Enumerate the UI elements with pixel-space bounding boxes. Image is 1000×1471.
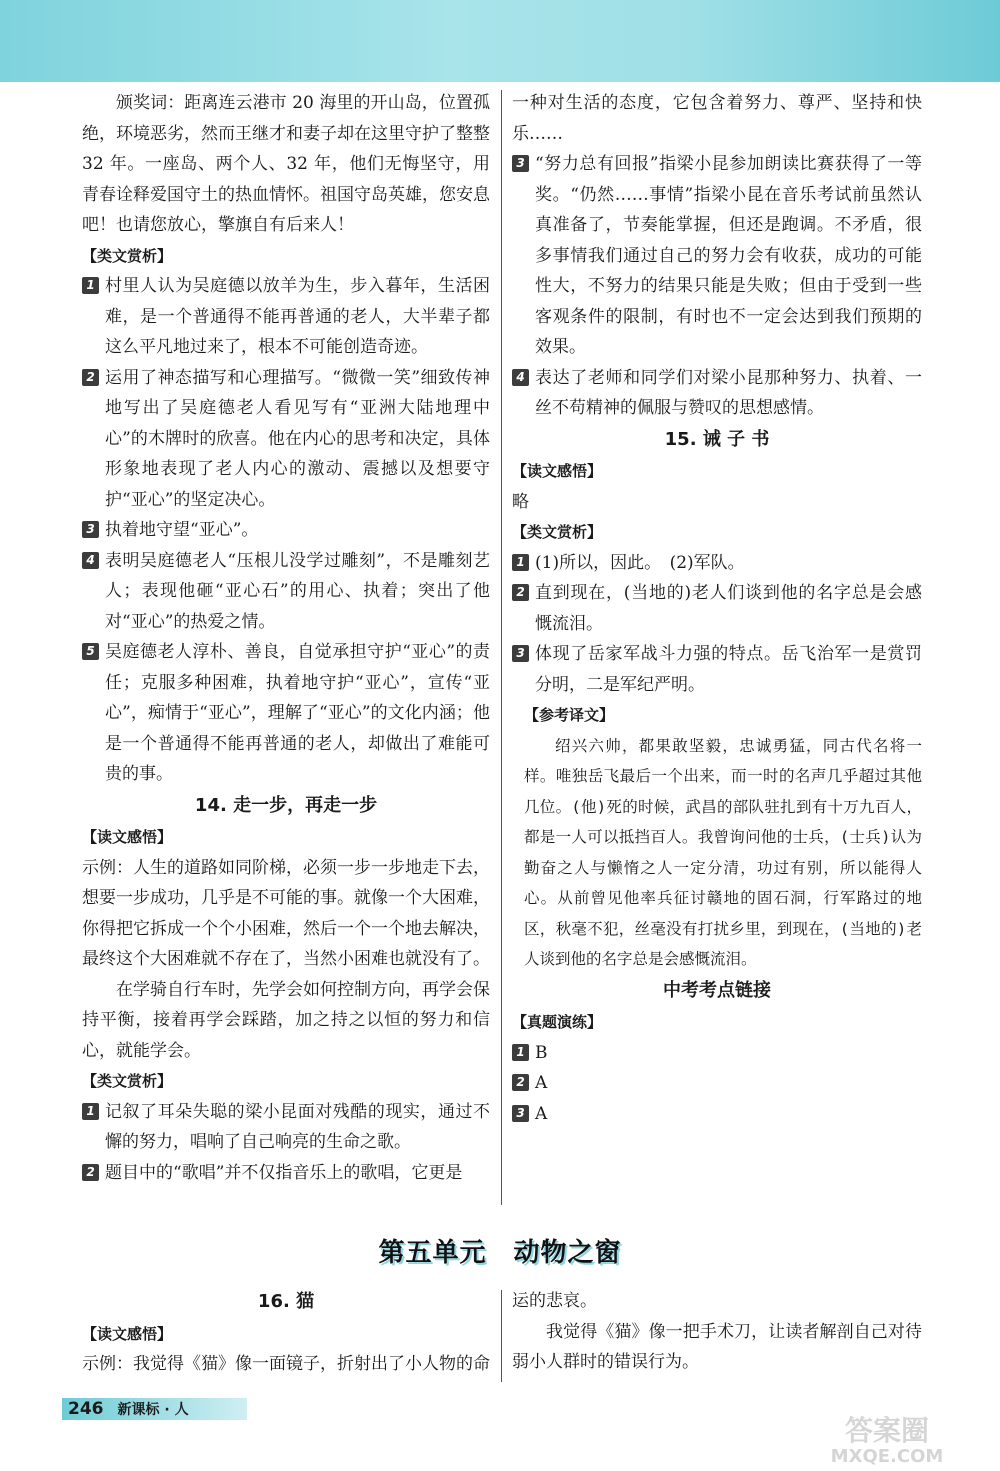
numbered-item [82, 637, 490, 790]
bottom-right-column [512, 1286, 922, 1378]
item-number-badge: 2 [512, 584, 529, 601]
column-divider-bottom [501, 1290, 502, 1382]
item-number-badge: 2 [82, 369, 99, 386]
item-text: 运用了神态描写和心理描写。“微微一笑”细致传神地写出了吴庭德老人看见写有“亚洲大陆地理中心”的木牌时的欣喜。他在内心的思考和决定，具体形象地表现了老人内心的激动、震撼以及想要守护“亚心”的坚定决心。 [105, 367, 490, 510]
item-number-badge: 5 [82, 643, 99, 660]
tag-reading-14: 【读文感悟】 [82, 828, 173, 846]
heading-15: 15. 诫 子 书 [664, 428, 770, 450]
heading-16: 16. 猫 [257, 1291, 315, 1312]
item-number-badge: 4 [512, 369, 529, 386]
analysis-list-14-cont [512, 149, 922, 424]
item-number-badge: 1 [82, 277, 99, 294]
item-text: A [535, 1073, 548, 1093]
item-number-badge: 1 [512, 1044, 529, 1061]
item-text: 体现了岳家军战斗力强的特点。岳飞治军一是赏罚分明，二是军纪严明。 [535, 644, 922, 695]
numbered-item [82, 1158, 490, 1189]
item-text: A [535, 1103, 548, 1124]
svg-text:答案圈: 答案圈 [844, 1414, 930, 1447]
tag-reading-15: 【读文感悟】 [512, 462, 603, 480]
tag-analysis-14: 【类文赏析】 [82, 1072, 173, 1090]
award-text: 颁奖词：距离连云港市 20 海里的开山岛，位置孤绝，环境恶劣，然而王继才和妻子却在这里守护了整整 32 年。一座岛、两个人、32 年，他们无悔坚守，用青春诠释爱国守土的热血情怀。祖国守岛英雄，您安息吧！也请您放心，擎旗自有后来人！ [82, 93, 490, 235]
numbered-item [512, 1099, 922, 1130]
tag-analysis: 【类文赏析】 [82, 246, 173, 265]
reading-14-p2: 在学骑自行车时，先学会如何控制方向，再学会保持平衡，接着再学会踩踏，加之持之以恒的努力和信心，就能学会。 [82, 979, 490, 1061]
item-number-badge: 3 [512, 1105, 529, 1122]
right-column [512, 88, 922, 1129]
reading-15: 略 [512, 491, 529, 512]
heading-exam-link: 中考考点链接 [663, 979, 771, 1001]
item-number-badge: 3 [82, 521, 99, 538]
left-column [82, 88, 490, 1188]
svg-text:MXQE.COM: MXQE.COM [830, 1446, 944, 1466]
tag-practice: 【真题演练】 [512, 1013, 603, 1031]
page-number: 246 [68, 1399, 104, 1419]
item-number-badge: 2 [512, 1074, 529, 1091]
numbered-item [512, 1068, 922, 1099]
item-number-badge: 2 [82, 1164, 99, 1181]
bottom-left-column [82, 1286, 490, 1380]
page-footer [62, 1398, 247, 1420]
numbered-item [512, 578, 922, 639]
numbered-item [82, 515, 490, 546]
column-divider [501, 90, 502, 1205]
continued-text: 一种对生活的态度，它包含着努力、尊严、坚持和快乐…… [512, 93, 922, 144]
item-text: 执着地守望“亚心”。 [105, 520, 259, 540]
translation-block [512, 700, 922, 975]
tag-translation: 【参考译文】 [524, 706, 615, 724]
unit-title: 第五单元 动物之窗 [378, 1238, 622, 1268]
tag-analysis-15: 【类文赏析】 [512, 523, 603, 541]
reading-16-left: 示例：我觉得《猫》像一面镜子，折射出了小人物的命 [82, 1354, 490, 1374]
numbered-item [512, 1038, 922, 1069]
reading-16-right-p2: 我觉得《猫》像一把手术刀，让读者解剖自己对待弱小人群时的错误行为。 [512, 1321, 922, 1372]
analysis-list-14 [82, 1097, 490, 1189]
numbered-item [512, 548, 922, 579]
item-text: 直到现在，(当地的)老人们谈到他的名字总是会感慨流泪。 [535, 583, 922, 634]
item-text: 表达了老师和同学们对梁小昆那种努力、执着、一丝不苟精神的佩服与赞叹的思想感情。 [535, 367, 922, 418]
series-label: 新课标 · 人 [117, 1402, 189, 1418]
item-text: B [535, 1042, 548, 1063]
item-number-badge: 3 [512, 155, 529, 172]
item-text: 记叙了耳朵失聪的梁小昆面对残酷的现实，通过不懈的努力，唱响了自己响亮的生命之歌。 [105, 1101, 490, 1152]
item-text: 吴庭德老人淳朴、善良，自觉承担守护“亚心”的责任；克服多种困难，执着地守护“亚心”，宣传“亚心”，痴情于“亚心”，理解了“亚心”的文化内涵；他是一个普通得不能再普通的老人，却做出了难能可贵的事。 [105, 642, 490, 784]
reading-16-right-p1: 运的悲哀。 [512, 1291, 597, 1311]
watermark-logo [792, 1410, 982, 1466]
item-text: 题目中的“歌唱”并不仅指音乐上的歌唱，它更是 [105, 1162, 463, 1183]
numbered-item [512, 639, 922, 700]
numbered-item [82, 271, 490, 363]
item-text: 村里人认为吴庭德以放羊为生，步入暮年，生活困难，是一个普通得不能再普通的老人，大半辈子都这么平凡地过来了，根本不可能创造奇迹。 [105, 276, 490, 357]
numbered-item [82, 363, 490, 516]
top-decorative-band [0, 0, 1000, 82]
tag-reading-16: 【读文感悟】 [82, 1324, 173, 1343]
heading-14: 14. 走一步，再走一步 [194, 794, 378, 816]
reading-14-p1: 示例：人生的道路如同阶梯，必须一步一步地走下去，想要一步成功，几乎是不可能的事。就像一个大困难，你得把它拆成一个个小困难，然后一个一个地去解决，最终这个大困难就不存在了，当然小困难也就没有了。 [82, 857, 490, 969]
translation-text: 绍兴六帅，都果敢坚毅，忠诚勇猛，同古代名将一样。唯独岳飞最后一个出来，而一时的名声几乎超过其他几位。(他)死的时候，武昌的部队驻扎到有十万九百人，都是一人可以抵挡百人。我曾询问他的士兵，(士兵)认为勤奋之人与懒惰之人一定分清，功过有别，所以能得人心。从前曾见他率兵征讨赣地的固石洞，行军路过的地区，秋毫不犯，丝毫没有打扰乡里，到现在，(当地的)老人谈到他的名字总是会感慨流泪。 [524, 736, 922, 968]
numbered-item [512, 149, 922, 363]
item-text: “努力总有回报”指梁小昆参加朗读比赛获得了一等奖。“仍然……事情”指梁小昆在音乐考试前虽然认真准备了，节奏能掌握，但还是跑调。不矛盾，很多事情我们通过自己的努力会有收获，成功的可能性大，不努力的结果只能是失败；但由于受到一些客观条件的限制，有时也不一定会达到我们预期的效果。 [535, 154, 922, 357]
item-number-badge: 1 [82, 1103, 99, 1120]
numbered-item [82, 546, 490, 638]
answer-list [512, 1038, 922, 1130]
item-number-badge: 1 [512, 554, 529, 571]
item-number-badge: 4 [82, 552, 99, 569]
item-text: 表明吴庭德老人“压根儿没学过雕刻”，不是雕刻艺人；表现他砸“亚心石”的用心、执着；突出了他对“亚心”的热爱之情。 [105, 550, 490, 632]
numbered-item [82, 1097, 490, 1158]
item-text: (1)所以，因此。 (2)军队。 [535, 552, 745, 573]
item-number-badge: 3 [512, 645, 529, 662]
analysis-list-15 [512, 548, 922, 701]
analysis-list-13 [82, 271, 490, 790]
numbered-item [512, 363, 922, 424]
